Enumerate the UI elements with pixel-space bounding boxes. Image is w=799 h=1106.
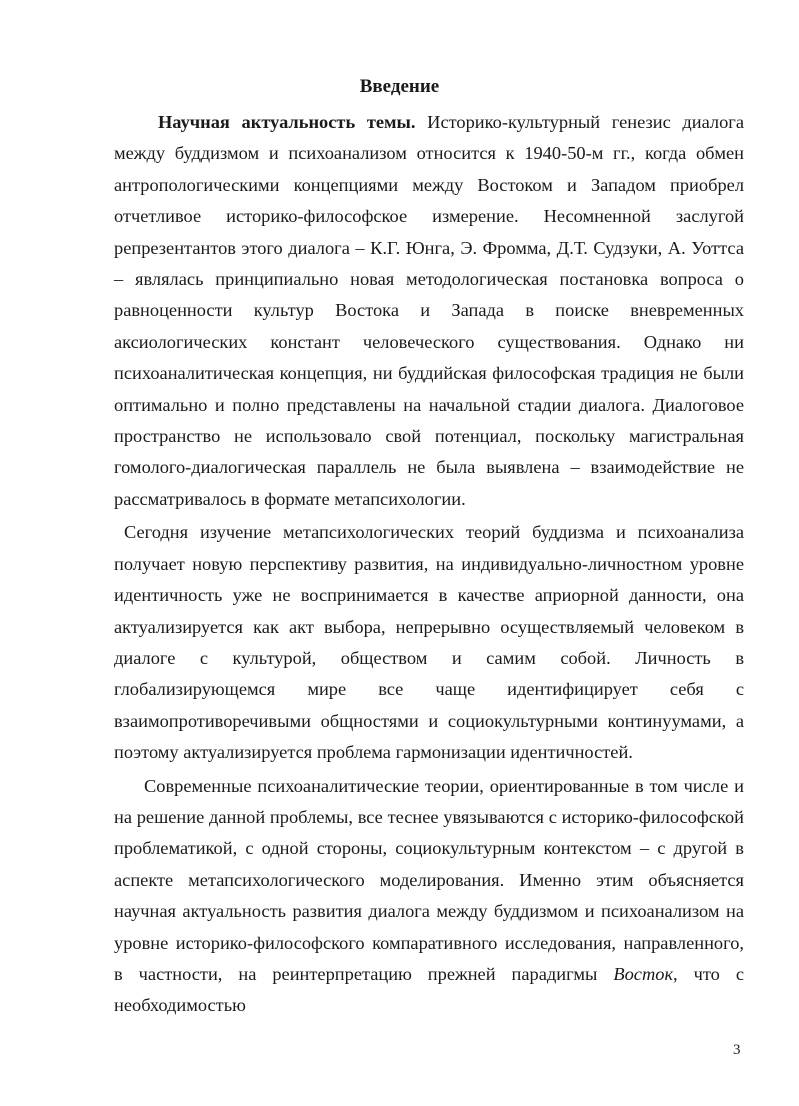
paragraph-lead-heading: Научная актуальность темы. — [158, 112, 416, 132]
page-title: Введение — [359, 76, 440, 97]
paragraph-text: Сегодня изучение метапсихологических теорий буддизма и психоанализа получает новую перспективу развития, на индивидуально-личностном уровне идентичность уже не воспринимается в качестве априорной данности, она актуализируется как акт выбора, непрерывно осуществляемый человеком в диалоге с культурой, обществом и самим собой. Личность в глобализирующемся мире все чаще идентифицирует себя с взаимопротиворечивыми общностями и социокультурными континуумами, а поэтому актуализируется проблема гармонизации идентичностей. — [114, 522, 744, 763]
paragraph-text: Современные психоаналитические теории, ориентированные в том числе и на решение данной проблемы, все теснее увязываются с историко-философской проблематикой, с одной стороны, социокультурным контекстом – с другой в аспекте метапсихологического моделирования. Именно этим объясняется научная актуальность развития диалога между буддизмом и психоанализом на уровне историко-философского компаративного исследования, направленного, в частности, на реинтерпретацию прежней парадигмы — [114, 775, 744, 984]
emphasized-term: Восток — [613, 963, 674, 984]
page-number: 3 — [733, 1042, 741, 1058]
paragraph-relevance — [114, 107, 744, 515]
paragraph-text: Историко-культурный генезис диалога между буддизмом и психоанализом относится к 1940-50-м гг., когда обмен антропологическими концепциями между Востоком и Западом приобрел отчетливое историко-философское измерение. Несомненной заслугой репрезентантов этого диалога – К.Г. Юнга, Э. Фромма, Д.Т. Судзуки, А. Уоттса – являлась принципиально новая методологическая постановка вопроса о равноценности культур Востока и Запада в поиске вневременных аксиологических констант человеческого существования. Однако ни психоаналитическая концепция, ни буддийская философская традиция не были оптимально и полно представлены на начальной стадии диалога. Диалоговое пространство не использовало свой потенциал, поскольку магистральная гомолого-диалогическая параллель не была выявлена – взаимодействие не рассматривалось в формате метапсихологии. — [114, 112, 744, 509]
paragraph-text-end: , что с необходимостью — [114, 963, 744, 1016]
paragraph-identity — [114, 517, 744, 768]
body-text — [114, 107, 744, 1024]
paragraph-theories — [114, 771, 744, 1022]
